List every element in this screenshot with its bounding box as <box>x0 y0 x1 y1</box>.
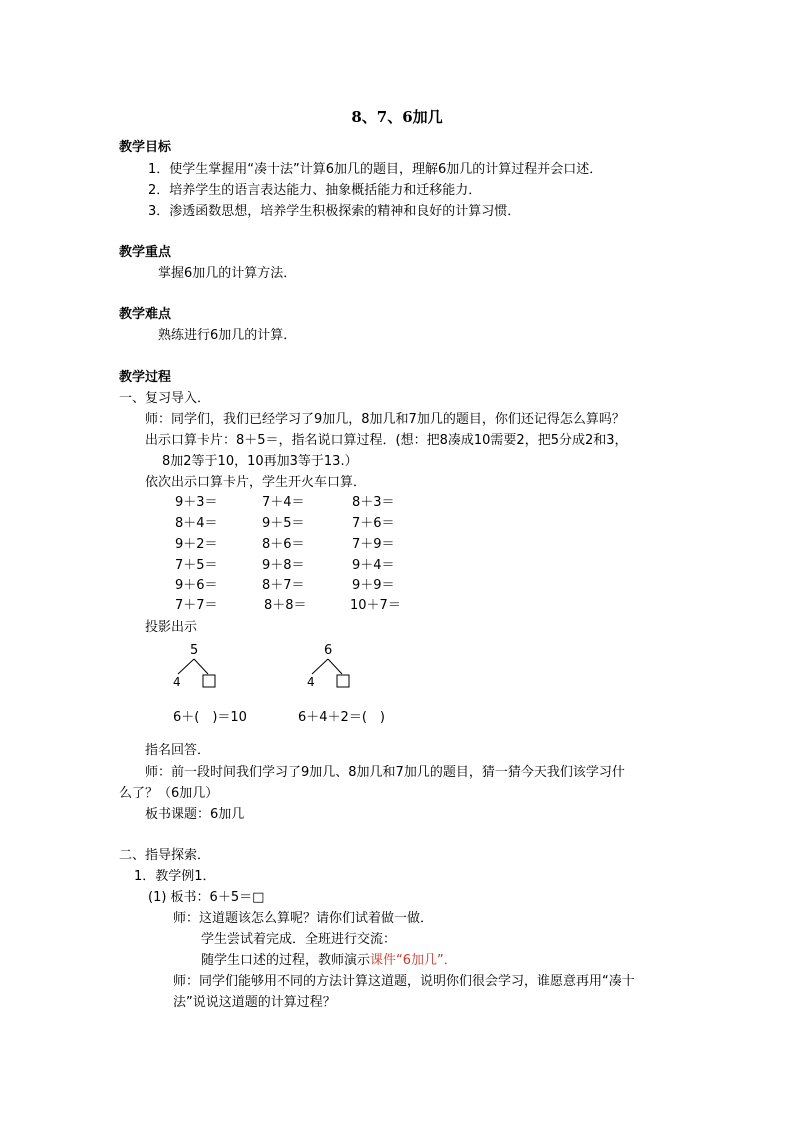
goal-item: 1．使学生掌握用“凑十法”计算6加几的题目，理解6加几的计算过程并会口述． <box>148 162 603 177</box>
card-line-2: 8加2等于10，10再加3等于13.） <box>162 454 358 469</box>
projection-label: 投影出示 <box>145 620 198 635</box>
card-cell: 9＋2＝ <box>175 537 218 552</box>
part1-title: 一、复习导入． <box>119 391 211 406</box>
students-try: 学生尝试着完成．全班进行交流： <box>201 932 397 947</box>
page-title: 8、7、6加几 <box>351 108 443 126</box>
tree2-branches <box>309 657 349 687</box>
teacher-how: 师：这道题该怎么算呢？请你们试着做一做． <box>173 911 434 926</box>
card-cell: 9＋4＝ <box>352 558 395 573</box>
key-point-text: 掌握6加几的计算方法． <box>158 266 297 281</box>
difficulty-text: 熟练进行6加几的计算． <box>158 328 297 343</box>
card-cell: 8＋8＝ <box>264 598 307 613</box>
goal-item: 3．渗透函数思想，培养学生积极探索的精神和良好的计算习惯． <box>148 204 521 219</box>
card-cell: 9＋8＝ <box>262 558 305 573</box>
train-intro: 依次出示口算卡片，学生开火车口算． <box>145 475 367 490</box>
tree1-top-number: 5 <box>190 643 199 658</box>
equation-1: 6＋( )＝10 <box>173 710 247 725</box>
teacher-praise-2: 法”说说这道题的计算过程？ <box>173 995 336 1010</box>
board-topic: 板书课题：6加几 <box>145 807 245 822</box>
card-cell: 9＋9＝ <box>352 578 395 593</box>
part2-title: 二、指导探索． <box>119 848 211 863</box>
board-equation: (1) 板书：6＋5＝□ <box>148 890 265 905</box>
card-cell: 7＋9＝ <box>352 537 395 552</box>
tree1-left-number: 4 <box>173 675 181 689</box>
key-point-heading: 教学重点 <box>119 245 172 260</box>
card-cell: 8＋4＝ <box>175 516 218 531</box>
equation-2: 6＋4＋2＝( ) <box>298 710 385 725</box>
card-cell: 7＋6＝ <box>352 516 395 531</box>
card-cell: 9＋5＝ <box>262 516 305 531</box>
blank-box <box>337 675 349 687</box>
teacher-line-1: 师：前一段时间我们学习了9加几、8加几和7加几的题目，猜一猜今天我们该学习什 <box>145 765 625 780</box>
demo-suffix: “6加几”． <box>396 953 457 968</box>
card-cell: 8＋3＝ <box>352 495 395 510</box>
card-cell: 9＋3＝ <box>175 495 218 510</box>
card-cell: 7＋4＝ <box>262 495 305 510</box>
card-line-1: 出示口算卡片：8＋5＝，指名说口算过程．(想：把8凑成10需要2，把5分成2和3， <box>145 433 628 448</box>
process-heading: 教学过程 <box>119 370 172 385</box>
card-cell: 10＋7＝ <box>350 598 401 613</box>
goal-item: 2．培养学生的语言表达能力、抽象概括能力和迁移能力． <box>148 183 482 198</box>
goals-heading: 教学目标 <box>119 140 172 155</box>
teacher-line-2: 么了？（6加几） <box>119 786 219 801</box>
card-cell: 7＋5＝ <box>175 558 218 573</box>
teacher-question: 师：同学们，我们已经学习了9加几，8加几和7加几的题目，你们还记得怎么算吗？ <box>145 412 625 427</box>
tree1-branches <box>175 657 215 687</box>
card-cell: 7＋7＝ <box>175 598 218 613</box>
demo-prefix: 随学生口述的过程，教师演示 <box>201 953 371 968</box>
example-title: 1．教学例1． <box>134 869 216 884</box>
card-cell: 8＋6＝ <box>262 537 305 552</box>
blank-box <box>203 675 215 687</box>
answer-call: 指名回答． <box>145 743 211 758</box>
tree2-left-number: 4 <box>307 675 315 689</box>
difficulty-heading: 教学难点 <box>119 307 172 322</box>
teacher-praise-1: 师：同学们能够用不同的方法计算这道题，说明你们很会学习，谁愿意再用“凑十 <box>173 974 635 989</box>
demo-line <box>201 952 457 970</box>
courseware-link[interactable]: 课件 <box>370 953 397 968</box>
card-cell: 9＋6＝ <box>175 578 218 593</box>
card-cell: 8＋7＝ <box>262 578 305 593</box>
tree2-top-number: 6 <box>324 643 333 658</box>
